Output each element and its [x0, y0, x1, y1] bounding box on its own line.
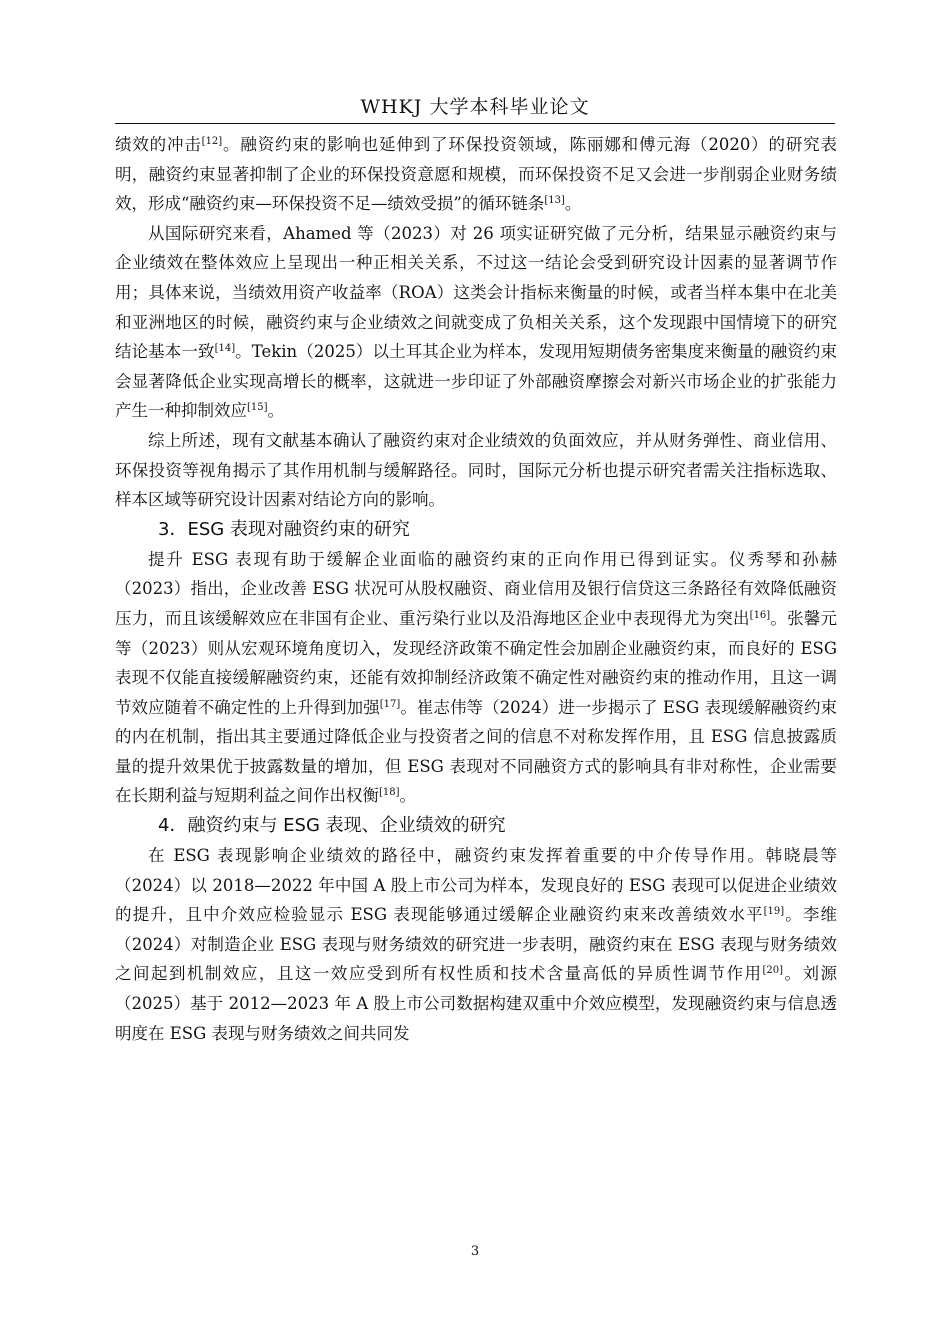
citation-ref: [18]	[379, 787, 400, 799]
citation-ref: [13]	[544, 195, 565, 207]
citation-ref: [12]	[201, 136, 223, 147]
paragraph-4: 提升 ESG 表现有助于缓解企业面临的融资约束的正向作用已得到证实。仪秀琴和孙赫（2023）指出，企业改善 ESG 状况可从股权融资、商业信用及银行信贷这三条路径有效降低融资压力，而且该缓解效应在非国有企业、重污染行业以及沿海地区企业中表现得尤为突出[16]。张馨元等（2023）则从宏观环境角度切入，发现经济政策不确定性会加剧企业融资约束，而良好的 ESG 表现不仅能直接缓解融资约束，还能有效抑制经济政策不确定性对融资约束的推动作用，且这一调节效应随着不确定性的上升得到加强[17]。崔志伟等（2024）进一步揭示了 ESG 表现缓解融资约束的内在机制，指出其主要通过降低企业与投资者之间的信息不对称发挥作用，且 ESG 信息披露质量的提升效果优于披露数量的增加，但 ESG 表现对不同融资方式的影响具有非对称性，企业需要在长期利益与短期利益之间作出权衡[18]。	[115, 549, 838, 806]
section-heading-4: 4．融资约束与 ESG 表现、企业绩效的研究	[158, 815, 506, 837]
citation-ref: [17]	[379, 698, 401, 710]
section-heading-3: 3．ESG 表现对融资约束的研究	[158, 518, 410, 540]
citation-ref: [19]	[763, 906, 785, 918]
citation-ref: [14]	[214, 343, 236, 355]
header-rule	[115, 123, 835, 124]
citation-ref: [15]	[247, 402, 268, 414]
citation-ref: [16]	[749, 609, 771, 621]
body-text	[115, 130, 837, 1048]
paragraph-2: 从国际研究来看，Ahamed 等（2023）对 26 项实证研究做了元分析，结果显示融资约束与企业绩效在整体效应上呈现出一种正相关关系，不过这一结论会受到研究设计因素的显著调节作用；具体来说，当绩效用资产收益率（ROA）这类会计指标来衡量的时候，或者当样本集中在北美和亚洲地区的时候，融资约束与企业绩效之间就变成了负相关关系，这个发现跟中国情境下的研究结论基本一致[14]。Tekin（2025）以土耳其企业为样本，发现用短期债务密集度来衡量的融资约束会显著降低企业实现高增长的概率，这就进一步印证了外部融资摩擦会对新兴市场企业的扩张能力产生一种抑制效应[15]。	[115, 223, 838, 421]
running-header: WHKJ 大学本科毕业论文	[360, 96, 590, 118]
paragraph-3: 综上所述，现有文献基本确认了融资约束对企业绩效的负面效应，并从财务弹性、商业信用、环保投资等视角揭示了其作用机制与缓解路径。同时，国际元分析也提示研究者需关注指标选取、样本区域等研究设计因素对结论方向的影响。	[115, 430, 837, 510]
citation-ref: [20]	[762, 965, 784, 977]
paragraph-5: 在 ESG 表现影响企业绩效的路径中，融资约束发挥着重要的中介传导作用。韩晓晨等（2024）以 2018—2022 年中国 A 股上市公司为样本，发现良好的 ESG 表现可以促进企业绩效的提升，且中介效应检验显示 ESG 表现能够通过缓解企业融资约束来改善绩效水平[19]。李维（2024）对制造企业 ESG 表现与财务绩效的研究进一步表明，融资约束在 ESG 表现与财务绩效之间起到机制效应，且这一效应受到所有权性质和技术含量高低的异质性调节作用[20]。刘源（2025）基于 2012—2023 年 A 股上市公司数据构建双重中介效应模型，发现融资约束与信息透明度在 ESG 表现与财务绩效之间共同发	[115, 846, 838, 1043]
paragraph-1: 绩效的冲击[12]。融资约束的影响也延伸到了环保投资领域，陈丽娜和傅元海（2020）的研究表明，融资约束显著抑制了企业的环保投资意愿和规模，而环保投资不足又会进一步削弱企业财务绩效，形成“融资约束—环保投资不足—绩效受损”的循环链条[13]。	[115, 135, 838, 214]
page-number: 3	[470, 1244, 480, 1259]
